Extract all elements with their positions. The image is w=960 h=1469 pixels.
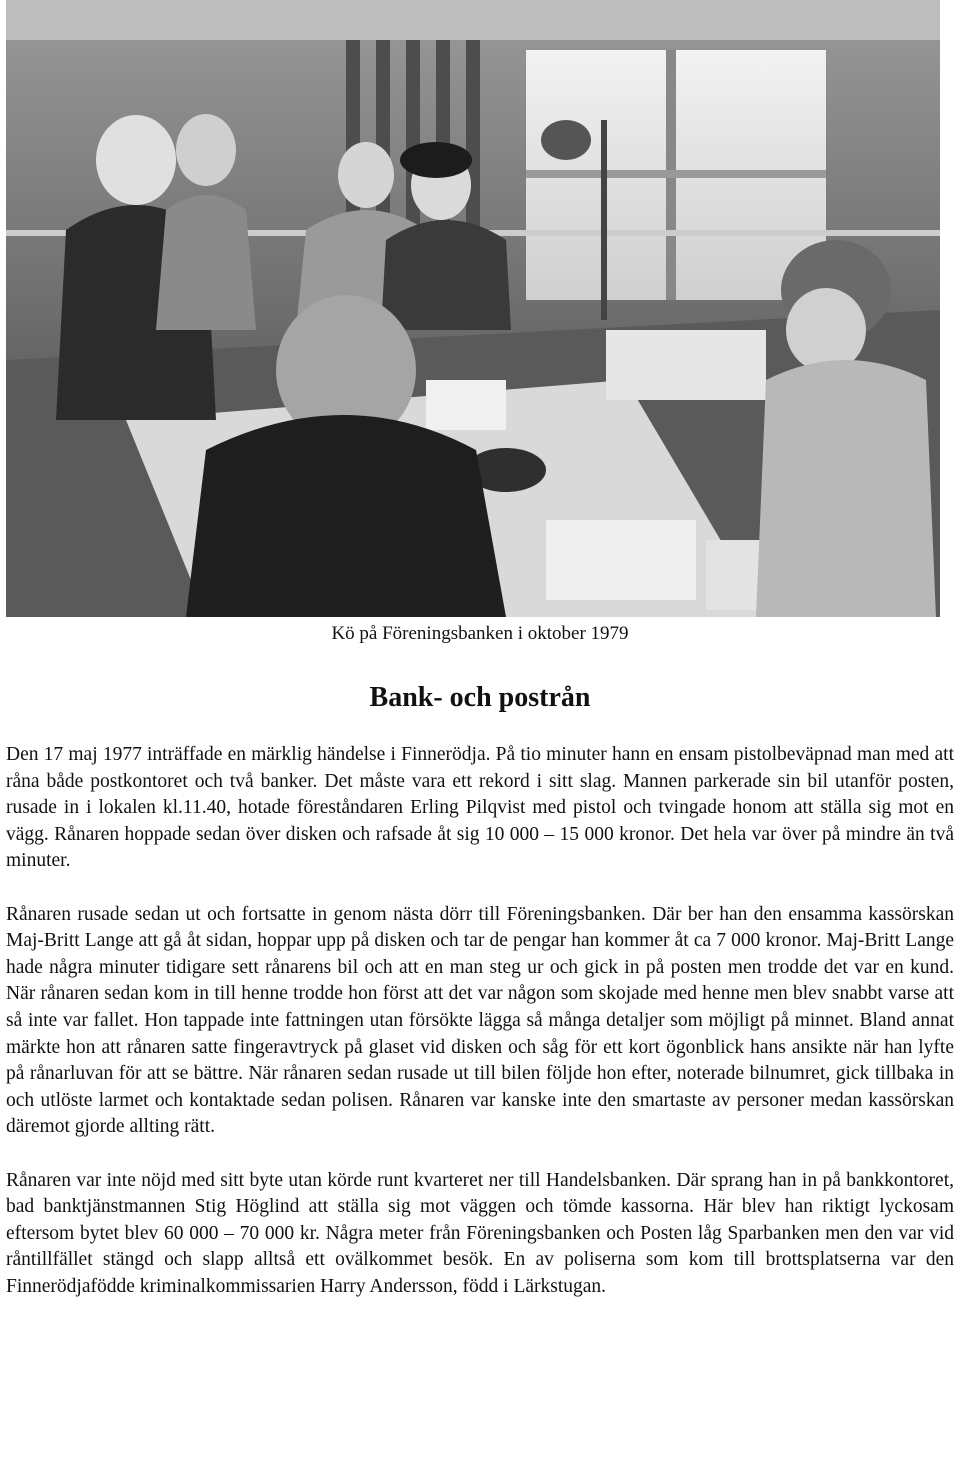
photo-caption: Kö på Föreningsbanken i oktober 1979 (331, 623, 629, 644)
bank-counter-photo (6, 0, 940, 617)
article-title: Bank- och postrån (369, 682, 591, 713)
article-body (6, 742, 954, 1300)
paragraph: Rånaren var inte nöjd med sitt byte utan körde runt kvarteret ner till Handelsbanken. Där sprang han in på bankkontoret, bad banktjänstmannen Stig Höglind att ställa sig mot väggen och tömde kassorna. Här blev han riktigt lyckosam eftersom bytet blev 60 000 – 70 000 kr. Några meter från Föreningsbanken och Posten låg Sparbanken men den var vid råntillfället stängd och slapp alltså ett ovälkommet besök. En av poliserna som kom till brottsplatserna var den Finnerödjafödde kriminalkommissarien Harry Andersson, född i Lärkstugan. (6, 1169, 954, 1297)
paragraph: Den 17 maj 1977 inträffade en märklig händelse i Finnerödja. På tio minuter hann en ensam pistolbeväpnad man med att råna både postkontoret och två banker. Det måste vara ett rekord i sitt slag. Mannen parkerade sin bil utanför posten, rusade in i lokalen kl.11.40, hotade föreståndaren Erling Pilqvist med pistol och tvingade honom att ställa sig mot en vägg. Rånaren hoppade sedan över disken och rafsade åt sig 10 000 – 15 000 kronor. Det hela var över på mindre än två minuter. (6, 744, 954, 872)
photo-illustration (6, 0, 940, 617)
paragraph: Rånaren rusade sedan ut och fortsatte in genom nästa dörr till Föreningsbanken. Där ber han den ensamma kassörskan Maj-Britt Lange att gå åt sidan, hoppar upp på disken och tar de pengar han kommer åt ca 7 000 kronor. Maj-Britt Lange hade några minuter tidigare sett rånarens bil och att en man steg ur och gick in på posten men trodde det var en kund. När rånaren sedan kom in till henne trodde hon först att det var någon som skojade med henne men blev snabbt varse att så inte var fallet. Hon tappade inte fattningen utan försökte lägga så många detaljer som möjligt på minnet. Bland annat märkte hon att rånaren satte fingeravtryck på glaset vid disken och såg för ett kort ögonblick hans ansikte när han lyfte på rånarluvan för att se bättre. När rånaren sedan rusade ut till bilen följde hon efter, noterade bilnumret, gick tillbaka in och utlöste larmet och kontaktade sedan polisen. Rånaren var kanske inte den smartaste av personer medan kassörskan däremot gjorde allting rätt. (6, 903, 954, 1138)
